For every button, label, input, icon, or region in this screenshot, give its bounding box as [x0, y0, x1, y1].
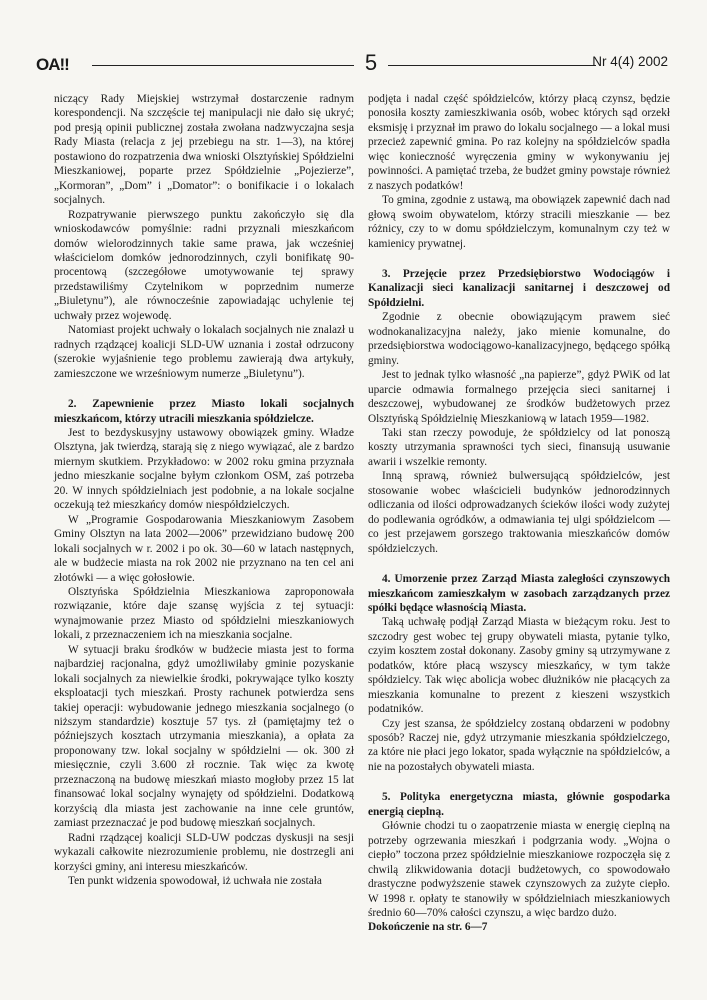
section-heading: 5. Polityka energetyczna miasta, głównie gospodarka energią cieplną. [368, 791, 670, 818]
paragraph: To gmina, zgodnie z ustawą, ma obowiązek zapewnić dach nad głową swoim obywatelom, którzy stracili mieszkanie — bez różnicy, czy to w domu spółdzielczym, komunalnym czy też w kamienicy prywatnej. [368, 194, 670, 250]
paragraph: Jest to jednak tylko własność „na papierze”, gdyż PWiK od lat uparcie odmawia formalnego przejęcia sieci sanitarnej i deszczowej, wybudowanej ze środków budżetowych przez Olsztyńską Spółdzielnię Mieszkaniową w latach 1959—1982. [368, 369, 670, 425]
paragraph: Głównie chodzi tu o zaopatrzenie miasta w energię cieplną na potrzeby ogrzewania mieszkań i podgrzania wody. „Wojna o ciepło” toczona przez spółdzielnie mieszkaniowe rozpoczęła się z chwilą zlikwidowania dotacji budżetowych, co spowodowało drastyczne podwyższenie stawek czynszowych za zużyte ciepło. W 1998 r. opłaty te stanowiły w spółdzielniach mieszkaniowych średnio 60—70% całości czynszu, a więc bardzo dużo. [368, 820, 670, 920]
paragraph: Jest to bezdyskusyjny ustawowy obowiązek gminy. Władze Olsztyna, jak twierdzą, starają się z niego wywiązać, ale z bardzo miernym skutkiem. Przykładowo: w 2002 roku gmina przyznała jedno mieszkanie socjalne byłym członkom OSM, zaś potrzeba 20. W innych spółdzielniach jest podobnie, a na lokale socjalne oczekują też mieszkańcy domów niespółdzielczych. [54, 426, 354, 512]
continuation-note: Dokończenie na str. 6—7 [368, 921, 488, 934]
section-heading: 2. Zapewnienie przez Miasto lokali socjalnych mieszkańcom, którzy utracili mieszkania spółdzielcze. [54, 398, 354, 425]
paragraph: Ten punkt widzenia spowodował, iż uchwała nie została [68, 875, 322, 888]
paragraph: Zgodnie z obecnie obowiązującym prawem sieć wodnokanalizacyjna należy, jako mienie komunalne, do przedsiębiorstwa wodociągowo-kanalizacyjnego, będącego spółką gminy. [368, 311, 670, 367]
header-rule-right [388, 65, 596, 66]
header-rule-left [92, 65, 354, 66]
paragraph: W sytuacji braku środków w budżecie miasta jest to forma najbardziej racjonalna, gdyż umożliwiłaby gminie pozyskanie lokali socjalnych za niewielkie środki, pokrywające tylko koszty eksploatacji tych mieszkań. Prosty rachunek potwierdza sens takiej operacji: wybudowanie jednego mieszkania socjalnego (o niższym standardzie) kosztuje 57 tys. zł (pamiętajmy też o późniejszych kosztach utrzymania mieszkania), a opłata za proponowany tzw. lokal socjalny w spółdzielni — ok. 300 zł miesięcznie, czyli 3.600 zł rocznie. Tak więc za kwotę przeznaczoną na budowę mieszkań miasto mogłoby przez 15 lat finansować lokal socjalny wynajęty od spółdzielni. Dodatkową korzyścią dla miasta jest zachowanie na inne cele gruntów, zamiast przeznaczać je pod budowę mieszkań socjalnych. [54, 643, 354, 830]
paragraph: Czy jest szansa, że spółdzielcy zostaną obdarzeni w podobny sposób? Raczej nie, gdyż utrzymanie mieszkania spółdzielczego, za które nie płaci jego lokator, spada wyłącznie na spółdzielców, a nie na pozostałych obywateli miasta. [368, 717, 670, 773]
paragraph: W „Programie Gospodarowania Mieszkaniowym Zasobem Gminy Olsztyn na lata 2002—2006” przewidziano budowę 200 lokali socjalnych w r. 2002 i po ok. 30—60 w latach następnych, ale w budżecie miasta na rok 2002 nie przyznano na ten cel ani złotówki — a więc gołosłowie. [54, 513, 354, 584]
paragraph: Radni rządzącej koalicji SLD-UW podczas dyskusji na sesji wykazali całkowite niezrozumienie problemu, nie dostrzegli ani korzyści gminy, ani interesu mieszkańców. [54, 831, 354, 873]
paragraph: Taką uchwałę podjął Zarząd Miasta w bieżącym roku. Jest to szczodry gest wobec tej grupy obywateli miasta, pytanie tylko, czyim kosztem został dokonany. Zasoby gminy są utrzymywane z podatków, które płacą wszyscy mieszkańcy, w tym także spółdzielcy. Tak więc abolicja wobec dłużników nie płacących za mieszkania komunalne to prezent z kieszeni wszystkich podatników. [368, 616, 670, 716]
section-heading: 3. Przejęcie przez Przedsiębiorstwo Wodociągów i Kanalizacji sieci kanalizacji sanitarnej i deszczowej od Spółdzielni. [368, 267, 670, 309]
paragraph: Inną sprawą, również bulwersującą spółdzielców, jest stosowanie wobec właścicieli budynków jednorodzinnych odliczania od ilości odprowadzanych ścieków ilości wody zużytej do podlewania ogródków, a odmawiania tej ulgi spółdzielcom — co jest przejawem gorszego traktowania mieszkańców domów spółdzielczych. [368, 470, 670, 555]
paragraph: podjęta i nadal część spółdzielców, którzy płacą czynsz, będzie ponosiła koszty zamieszkiwania osób, wobec których sąd orzekł eksmisję i przyznał im prawo do lokalu socjalnego — a lokal musi przecież zapewnić gmina. Po raz kolejny na spółdzielców spadła więc konieczność wyręczenia gminy w wykonywaniu jej powinności. A pamiętać trzeba, że budżet gminy powstaje również z naszych podatków! [368, 93, 670, 192]
paragraph: Taki stan rzeczy powoduje, że spółdzielcy od lat ponoszą koszty utrzymania sprawności tych sieci, finansują usuwanie awarii i wszelkie remonty. [368, 426, 670, 468]
newsletter-logo: OA!! [36, 55, 69, 74]
paragraph: Rozpatrywanie pierwszego punktu zakończyło się dla wnioskodawców pomyślnie: radni przyznali mieszkańcom domów wielorodzinnych takie same prawa, jak wcześniej właścicielom domków jednorodzinnych, czyli bonifikatę 90-procentową (szczegółowe umotywowanie tej sprawy przedstawiliśmy Czytelnikom w poprzednim numerze „Biuletynu”), ale równocześnie zapowiadając uchylenie tej uchwały przez wojewodę. [54, 208, 354, 322]
right-column [368, 92, 670, 935]
section-heading: 4. Umorzenie przez Zarząd Miasta zaległości czynszowych mieszkańcom zamieszkałym w zasobach zarządzanych przez spółki będące własnością Miasta. [368, 573, 670, 614]
left-column [54, 92, 354, 888]
paragraph: niczący Rady Miejskiej wstrzymał dostarczenie radnym korespondencji. Na szczęście tej manipulacji nie dało się ukryć; pod presją opinii publicznej została zwołana nadzwyczajna sesja Rady Miasta (relacja z jej przebiegu na str. 1—3), na której postawiono do rozpatrzenia dwa wnioski Olsztyńskiej Spółdzielni Mieszkaniowej, poparte przez Spółdzielnie „Pojezierze”, „Kormoran”, „Dom” i „Domator”: o bonifikacie i o lokalach socjalnych. [54, 93, 354, 207]
issue-number: Nr 4(4) 2002 [592, 54, 668, 69]
paragraph: Natomiast projekt uchwały o lokalach socjalnych nie znalazł u radnych rządzącej koalicji SLD-UW uznania i został odrzucony (szerokie wyjaśnienie tego problemu zawierają dwa artykuły, zamieszczone we wrześniowym numerze „Biuletynu”). [54, 324, 354, 380]
page-number: 5 [364, 50, 378, 75]
page-header [36, 52, 668, 78]
paragraph: Olsztyńska Spółdzielnia Mieszkaniowa zaproponowała rozwiązanie, które daje szansę wyjścia z tej sytuacji: wynajmowanie przez Miasto od spółdzielni mieszkaniowych lokali, z przeznaczeniem ich na mieszkania socjalne. [54, 585, 354, 642]
